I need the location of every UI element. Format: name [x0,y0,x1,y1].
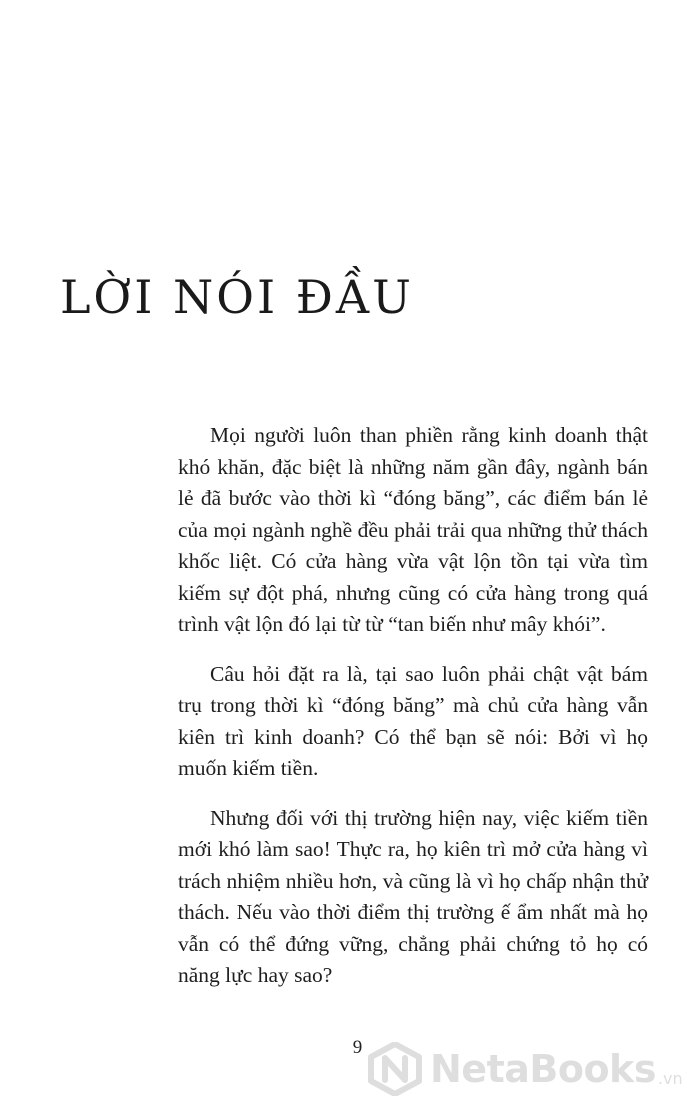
body-text [178,420,648,1010]
page-number: 9 [352,1037,363,1058]
paragraph-1: Mọi người luôn than phiền rằng kinh doanh thật khó khăn, đặc biệt là những năm gần đây, ngành bán lẻ đã bước vào thời kì “đóng băng”, các điểm bán lẻ của mọi ngành nghề đều phải trải qua những thử thách khốc liệt. Có cửa hàng vừa vật lộn tồn tại vừa tìm kiếm sự đột phá, nhưng cũng có cửa hàng trong quá trình vật lộn đó lại từ từ “tan biến như mây khói”. [178,423,648,636]
paragraph-2: Câu hỏi đặt ra là, tại sao luôn phải chật vật bám trụ trong thời kì “đóng băng” mà chủ cửa hàng vẫn kiên trì kinh doanh? Có thể bạn sẽ nói: Bởi vì họ muốn kiếm tiền. [178,661,648,780]
chapter-title: LỜI NÓI ĐẦU [60,270,414,324]
watermark-brand: NetaBooks [430,1047,656,1091]
paragraph-3: Nhưng đối với thị trường hiện nay, việc kiếm tiền mới khó làm sao! Thực ra, họ kiên trì mở cửa hàng vì trách nhiệm nhiều hơn, và cũng là vì họ chấp nhận thử thách. Nếu vào thời điểm thị trường ế ẩm nhất mà họ vẫn có thể đứng vững, chẳng phải chứng tỏ họ có năng lực hay sao? [178,805,648,987]
netabooks-logo-icon [368,1042,422,1096]
watermark-suffix: .vn [657,1069,683,1088]
netabooks-watermark [368,1042,683,1096]
